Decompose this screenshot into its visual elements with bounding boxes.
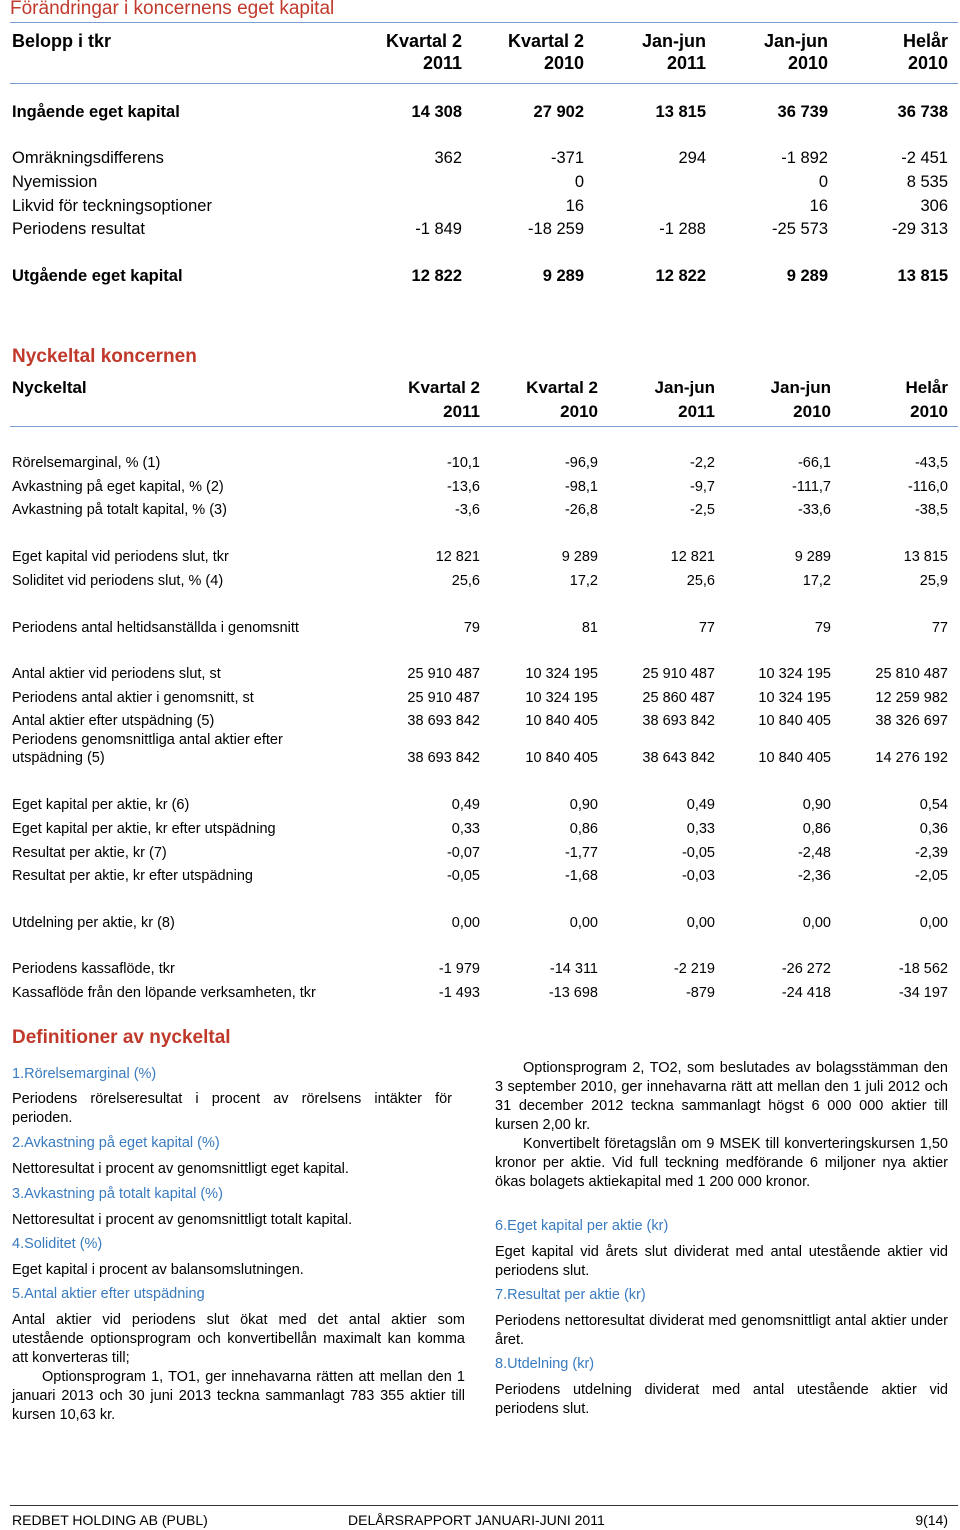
column-header-line2: 2011	[443, 402, 480, 421]
table-row-label: Nyemission	[12, 173, 98, 191]
column-header-line1: Helår	[902, 31, 948, 51]
table-row-label: Antal aktier efter utspädning (5)	[12, 713, 215, 729]
table-cell: 0,49	[451, 797, 480, 813]
table-cell: 10 840 405	[525, 713, 598, 729]
table-cell: 77	[698, 620, 715, 636]
table-cell: 10 324 195	[525, 666, 598, 682]
table-cell: 38 693 842	[407, 750, 480, 766]
table-cell: 25 810 487	[875, 666, 948, 682]
table-cell: -2,48	[797, 845, 831, 861]
def-3-heading: 3.Avkastning på totalt kapital (%)	[12, 1186, 223, 1202]
table-cell: 0	[574, 173, 584, 191]
table-cell: 27 902	[533, 103, 584, 121]
table-row-label: Resultat per aktie, kr (7)	[12, 845, 167, 861]
table-row-label: Avkastning på eget kapital, % (2)	[12, 479, 224, 495]
def-5-text-option1: Optionsprogram 1, TO1, ger innehavarna rätten att mellan den 1 januari 2013 och 30 juni 2013 teckna sammanlagt 783 355 aktier till kursen 10,63 kr.	[12, 1369, 465, 1423]
table-row-label: Antal aktier vid periodens slut, st	[12, 666, 221, 682]
table-cell: -96,9	[564, 455, 598, 471]
table-cell: -0,05	[681, 845, 715, 861]
table-cell: -9,7	[690, 479, 715, 495]
table-cell: 25 910 487	[407, 666, 480, 682]
table-row-label: Eget kapital per aktie, kr efter utspädning	[12, 821, 276, 837]
table-row-label: Rörelsemarginal, % (1)	[12, 455, 161, 471]
table-row-label: Utgående eget kapital	[12, 267, 183, 285]
column-header-line1: Jan-jun	[641, 31, 706, 51]
table-cell: -111,7	[792, 479, 831, 495]
table-cell: 0,33	[686, 821, 715, 837]
table-cell: -38,5	[914, 502, 948, 518]
table-cell: 0,49	[686, 797, 715, 813]
column-header-line2: 2011	[666, 53, 706, 73]
table-cell: 306	[920, 197, 948, 215]
def-6-text: Eget kapital vid årets slut dividerat med antal utestående aktier vid periodens slut.	[495, 1244, 948, 1279]
column-header-line2: 2010	[910, 402, 948, 421]
table-cell: -3,6	[455, 502, 480, 518]
table-cell: 79	[463, 620, 480, 636]
table-cell: -18 562	[898, 961, 948, 977]
table-cell: -1 493	[438, 985, 480, 1001]
table-cell: -66,1	[797, 455, 831, 471]
table-cell: 0,54	[919, 797, 948, 813]
column-header-line2: 2010	[543, 53, 584, 73]
def-8-text: Periodens utdelning dividerat med antal utestående aktier vid periodens slut.	[495, 1382, 948, 1417]
table-cell: -2,05	[914, 868, 948, 884]
column-header-line1: Kvartal 2	[526, 378, 598, 397]
table-row-label: Periodens genomsnittliga antal aktier efter	[12, 732, 283, 748]
table-cell: 9 289	[542, 267, 584, 285]
table-cell: 36 739	[777, 103, 828, 121]
table-cell: -1,68	[564, 868, 598, 884]
table-cell: -2 219	[673, 961, 715, 977]
table-cell: -14 311	[549, 961, 598, 977]
table-row-label: Eget kapital per aktie, kr (6)	[12, 797, 190, 813]
table-cell: -1,77	[564, 845, 598, 861]
column-header-line2: 2010	[907, 53, 948, 73]
table-cell: 0,00	[569, 915, 598, 931]
table-cell: -116,0	[907, 479, 948, 495]
table-cell: 10 324 195	[758, 666, 831, 682]
table-cell: 13 815	[655, 103, 706, 121]
column-header-line2: 2010	[793, 402, 831, 421]
divider	[10, 426, 958, 427]
table-row-label: Soliditet vid periodens slut, % (4)	[12, 573, 224, 589]
equity-header-label: Belopp i tkr	[12, 31, 112, 51]
def-6-heading: 6.Eget kapital per aktie (kr)	[495, 1218, 669, 1234]
table-cell: -18 259	[528, 220, 584, 238]
table-cell: -2 451	[901, 149, 948, 167]
table-cell: 0,86	[802, 821, 831, 837]
def-5-heading: 5.Antal aktier efter utspädning	[12, 1286, 205, 1302]
table-row-label: Ingående eget kapital	[12, 103, 180, 121]
table-cell: 10 840 405	[758, 713, 831, 729]
table-cell: 10 840 405	[525, 750, 598, 766]
table-cell: 16	[565, 197, 584, 215]
table-cell: 0,00	[686, 915, 715, 931]
table-row-label: Periodens antal aktier i genomsnitt, st	[12, 690, 254, 706]
table-cell: 77	[931, 620, 948, 636]
table-cell: 13 815	[897, 267, 948, 285]
column-header-line1: Jan-jun	[763, 31, 828, 51]
table-cell: 38 693 842	[407, 713, 480, 729]
table-row-label: Eget kapital vid periodens slut, tkr	[12, 549, 229, 565]
column-header-line1: Helår	[905, 378, 948, 397]
table-cell: -1 288	[659, 220, 706, 238]
table-row-label: Periodens antal heltidsanställda i genomsnitt	[12, 620, 299, 636]
def-7-heading: 7.Resultat per aktie (kr)	[495, 1287, 646, 1303]
table-cell: 17,2	[802, 573, 831, 589]
definitions-title: Definitioner av nyckeltal	[12, 1027, 231, 1048]
table-cell: 9 289	[786, 267, 828, 285]
table-cell: -25 573	[772, 220, 828, 238]
table-cell: -2,5	[690, 502, 715, 518]
table-cell: -0,07	[446, 845, 480, 861]
table-cell: -24 418	[781, 985, 831, 1001]
def-2-heading: 2.Avkastning på eget kapital (%)	[12, 1135, 220, 1151]
def-7-text: Periodens nettoresultat dividerat med genomsnittligt antal aktier under året.	[495, 1313, 948, 1348]
table-cell: 13 815	[903, 549, 948, 565]
column-header-line1: Kvartal 2	[507, 31, 584, 51]
footer-report-title: DELÅRSRAPPORT JANUARI-JUNI 2011	[348, 1512, 605, 1528]
def-5-text: Antal aktier vid periodens slut ökat med det antal aktier som utestående optionsprogram och konvertibellån maximalt kan komma att konverteras till;	[12, 1312, 465, 1366]
table-cell: 38 643 842	[642, 750, 715, 766]
table-cell: 36 738	[897, 103, 948, 121]
table-row-label: Utdelning per aktie, kr (8)	[12, 915, 175, 931]
table-cell: 9 289	[561, 549, 598, 565]
table-cell: 12 822	[655, 267, 706, 285]
table-cell: -43,5	[914, 455, 948, 471]
table-cell: -26,8	[564, 502, 598, 518]
table-cell: 25 910 487	[407, 690, 480, 706]
table-cell: 38 693 842	[642, 713, 715, 729]
def-4-heading: 4.Soliditet (%)	[12, 1236, 103, 1252]
table-cell: 0	[818, 173, 828, 191]
table-cell: -879	[685, 985, 715, 1001]
keyfigures-section-title: Nyckeltal koncernen	[12, 346, 197, 367]
table-row-label: Resultat per aktie, kr efter utspädning	[12, 868, 253, 884]
table-cell: 12 821	[435, 549, 480, 565]
table-cell: 0,00	[919, 915, 948, 931]
def-1-text: Periodens rörelseresultat i procent av rörelsens intäkter för perioden.	[12, 1091, 452, 1126]
column-header-line2: 2010	[560, 402, 598, 421]
table-row-label: Periodens resultat	[12, 220, 145, 238]
table-cell: -2,36	[797, 868, 831, 884]
def-5-text-convertible: Konvertibelt företagslån om 9 MSEK till konverteringskursen 1,50 kronor per aktie. Vid full teckning medförande 6 miljoner nya aktier ökas bolagets aktiekapital med 1 200 000 kronor.	[495, 1136, 948, 1190]
table-row-label: Kassaflöde från den löpande verksamheten, tkr	[12, 985, 316, 1001]
table-cell: 0,00	[451, 915, 480, 931]
def-4-text: Eget kapital i procent av balansomslutningen.	[12, 1262, 304, 1278]
table-cell: -10,1	[446, 455, 480, 471]
table-row-label: Periodens kassaflöde, tkr	[12, 961, 175, 977]
table-cell: 10 840 405	[758, 750, 831, 766]
table-cell: -1 979	[438, 961, 480, 977]
table-cell: 12 821	[670, 549, 715, 565]
table-cell: 14 276 192	[875, 750, 948, 766]
table-row-label-continued: utspädning (5)	[12, 750, 105, 766]
table-cell: -98,1	[564, 479, 598, 495]
table-cell: 0,33	[451, 821, 480, 837]
def-2-text: Nettoresultat i procent av genomsnittligt eget kapital.	[12, 1161, 349, 1177]
table-cell: -13,6	[446, 479, 480, 495]
table-cell: -1 892	[781, 149, 828, 167]
table-cell: 16	[809, 197, 828, 215]
table-cell: -0,03	[681, 868, 715, 884]
table-cell: -2,2	[690, 455, 715, 471]
def-1-heading: 1.Rörelsemarginal (%)	[12, 1066, 157, 1082]
table-row-label: Avkastning på totalt kapital, % (3)	[12, 502, 227, 518]
table-cell: 0,86	[569, 821, 598, 837]
table-cell: -371	[550, 149, 584, 167]
def-5-text-option2: Optionsprogram 2, TO2, som beslutades av bolagsstämman den 3 september 2010, ger innehavarna rätt att mellan den 1 juli 2012 och 31 december 2012 teckna sammanlagt högst 6 000 000 aktier till kursen 2,00 kr.	[495, 1060, 948, 1133]
column-header-line2: 2011	[678, 402, 715, 421]
table-cell: 12 259 982	[875, 690, 948, 706]
column-header-line2: 2011	[422, 53, 462, 73]
table-cell: 0,90	[802, 797, 831, 813]
table-cell: -1 849	[415, 220, 462, 238]
table-cell: -29 313	[892, 220, 948, 238]
column-header-line1: Kvartal 2	[408, 378, 480, 397]
table-cell: 0,90	[569, 797, 598, 813]
footer-divider	[10, 1505, 958, 1506]
divider	[10, 83, 958, 84]
table-cell: -26 272	[781, 961, 831, 977]
table-cell: 38 326 697	[875, 713, 948, 729]
table-cell: 294	[678, 149, 706, 167]
divider	[10, 22, 958, 23]
table-cell: 10 324 195	[758, 690, 831, 706]
table-cell: 25 910 487	[642, 666, 715, 682]
table-cell: 12 822	[411, 267, 462, 285]
table-cell: 79	[814, 620, 831, 636]
table-cell: -0,05	[446, 868, 480, 884]
table-cell: 25,9	[919, 573, 948, 589]
table-cell: 0,00	[802, 915, 831, 931]
footer-page-number: 9(14)	[915, 1512, 948, 1528]
column-header-line1: Kvartal 2	[385, 31, 462, 51]
table-cell: 81	[581, 620, 598, 636]
table-cell: 25,6	[686, 573, 715, 589]
column-header-line1: Jan-jun	[770, 378, 831, 397]
table-cell: 0,36	[919, 821, 948, 837]
equity-section-title: Förändringar i koncernens eget kapital	[10, 0, 335, 19]
column-header-line2: 2010	[787, 53, 828, 73]
table-row-label: Omräkningsdifferens	[12, 149, 164, 167]
table-row-label: Likvid för teckningsoptioner	[12, 197, 212, 215]
table-cell: 8 535	[906, 173, 948, 191]
footer-company: REDBET HOLDING AB (PUBL)	[12, 1512, 208, 1528]
table-cell: -13 698	[548, 985, 598, 1001]
def-3-text: Nettoresultat i procent av genomsnittligt totalt kapital.	[12, 1212, 353, 1228]
table-cell: 17,2	[569, 573, 598, 589]
table-cell: 362	[434, 149, 462, 167]
table-cell: 9 289	[794, 549, 831, 565]
table-cell: 10 324 195	[525, 690, 598, 706]
def-8-heading: 8.Utdelning (kr)	[495, 1356, 595, 1372]
table-cell: -2,39	[914, 845, 948, 861]
table-cell: 25,6	[451, 573, 480, 589]
keyfigures-header-label: Nyckeltal	[12, 378, 87, 397]
table-cell: 25 860 487	[642, 690, 715, 706]
table-cell: 14 308	[411, 103, 462, 121]
column-header-line1: Jan-jun	[654, 378, 715, 397]
table-cell: -34 197	[898, 985, 948, 1001]
table-cell: -33,6	[797, 502, 831, 518]
